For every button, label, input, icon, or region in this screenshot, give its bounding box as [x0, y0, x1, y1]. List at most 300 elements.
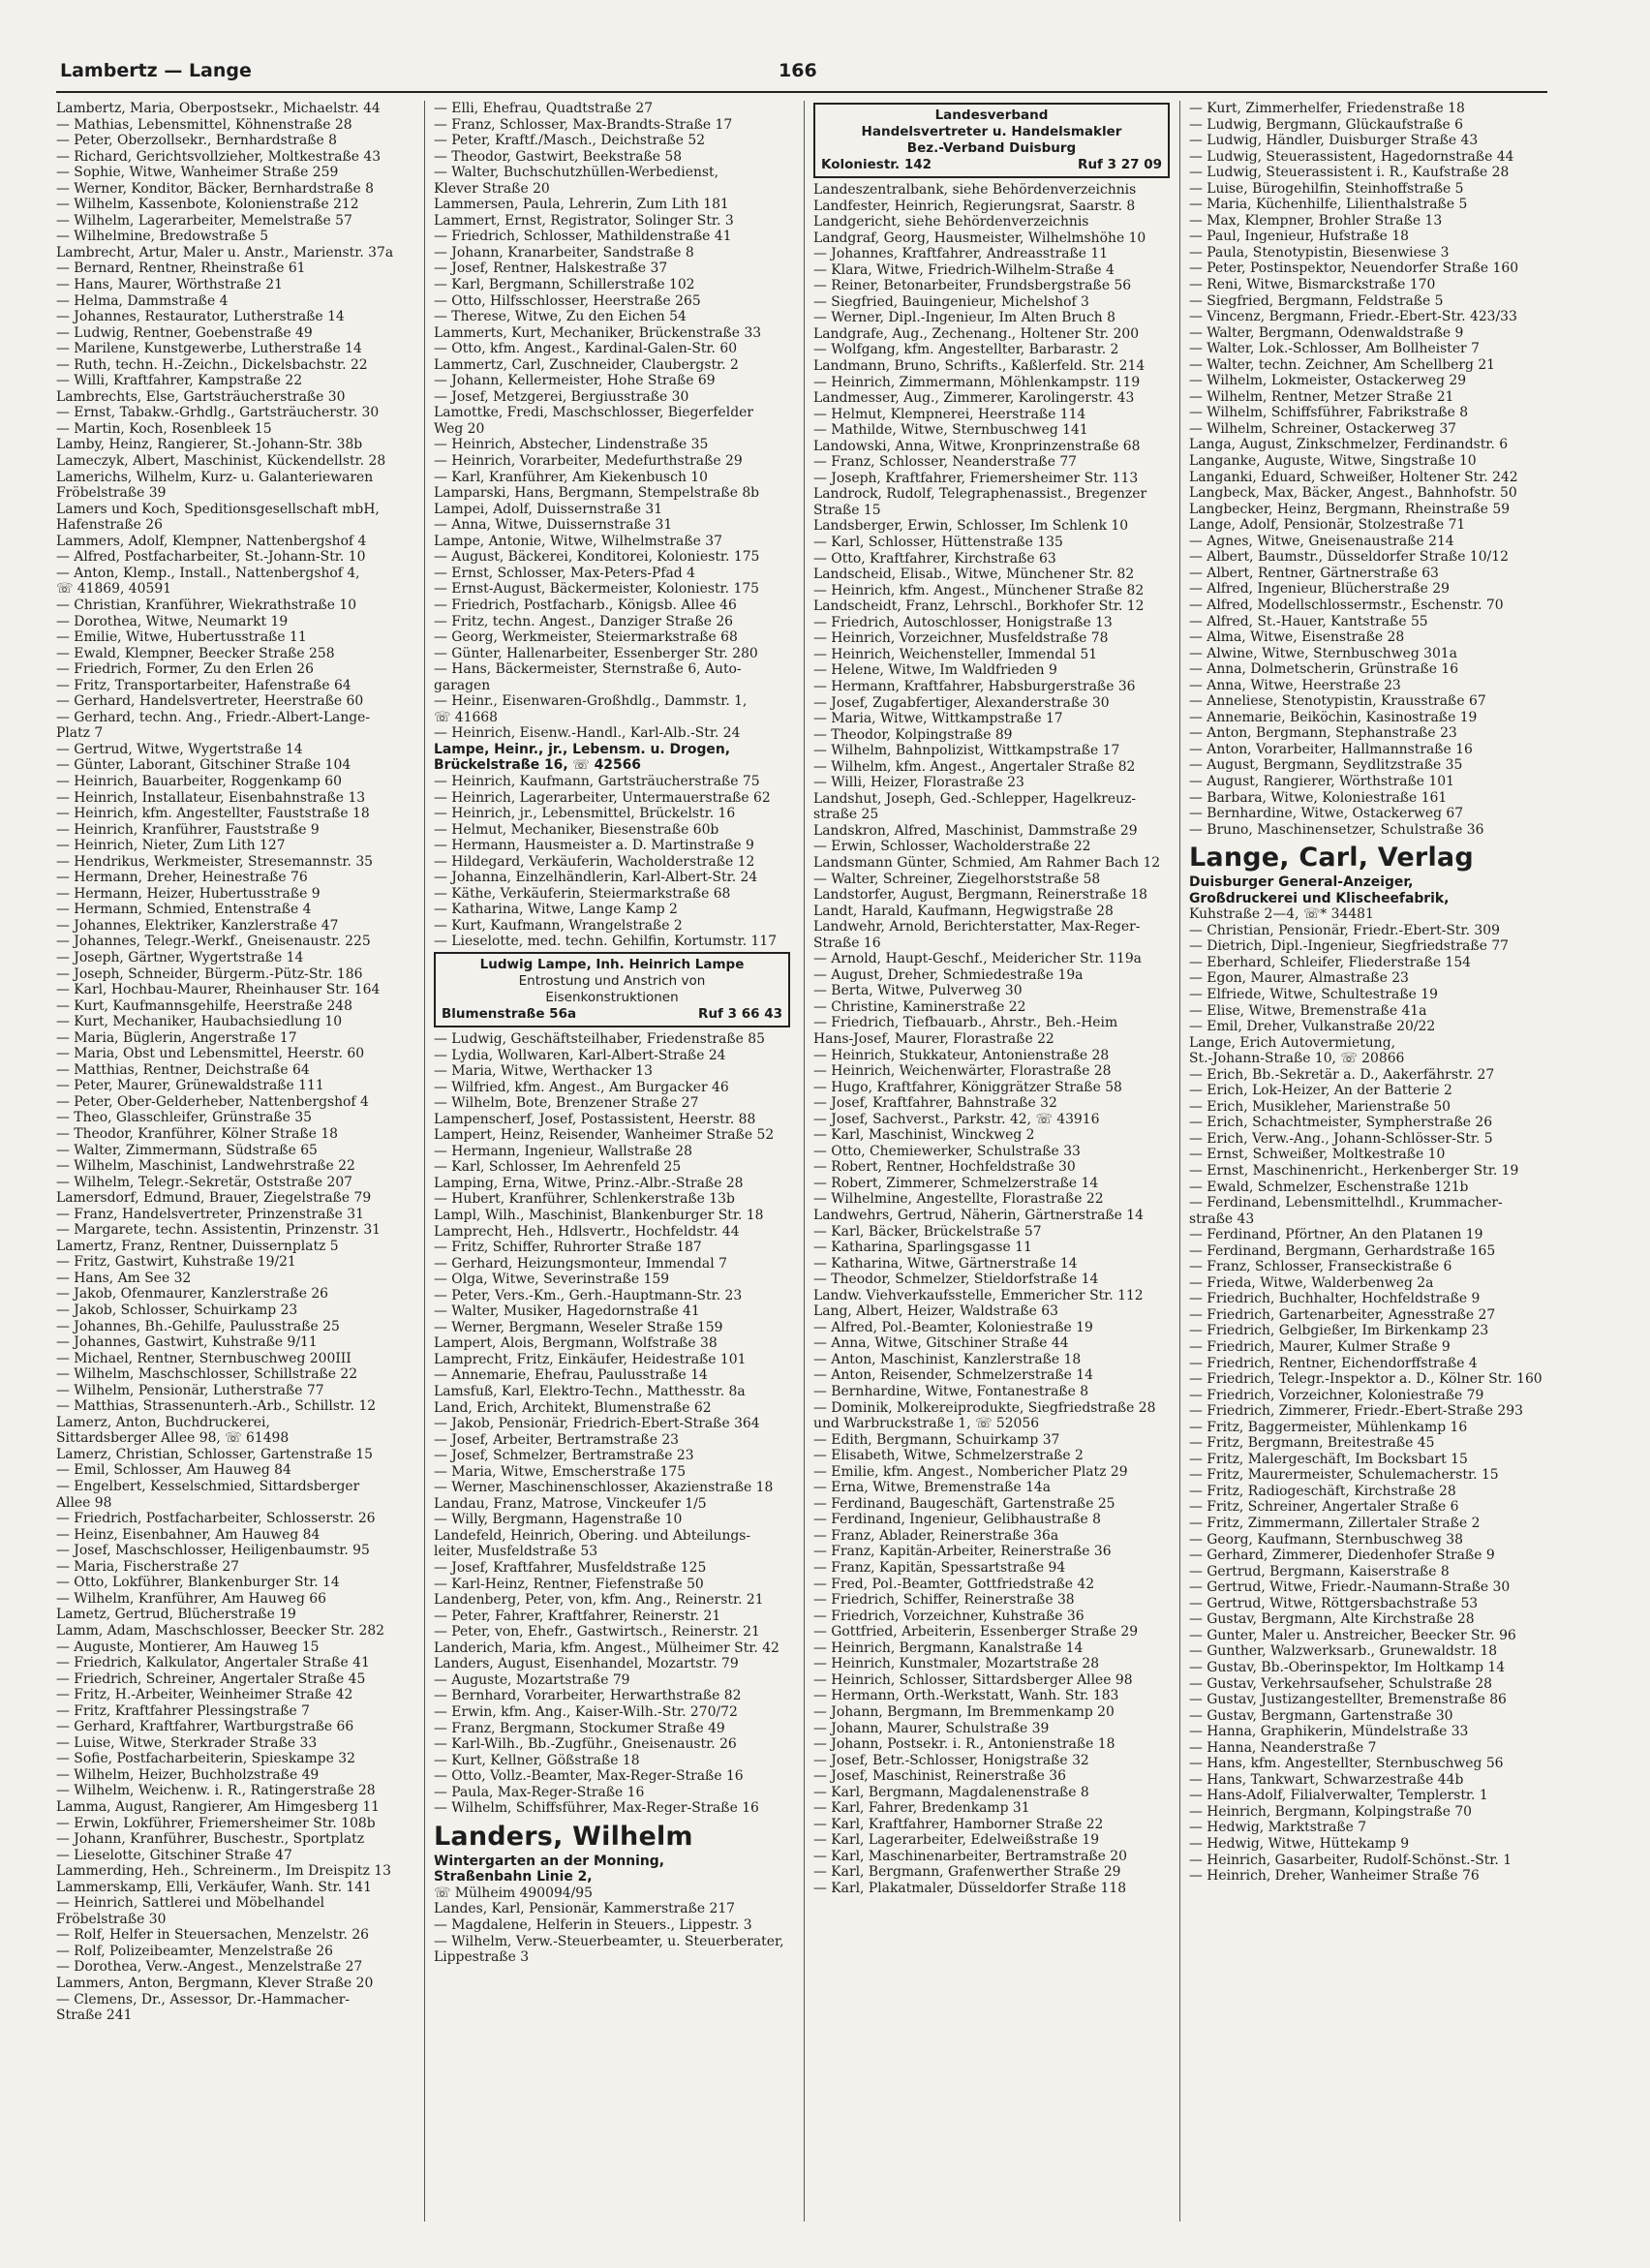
directory-entry: — Heinrich, kfm. Angestellter, Fauststraße 18: [56, 806, 370, 822]
directory-entry: — Heinrich, Vorzeichner, Musfeldstraße 78: [813, 630, 1109, 647]
directory-entry: — Wilhelm, Kassenbote, Kolonienstraße 212: [56, 197, 359, 213]
directory-entry: — Fritz, Zimmermann, Zillertaler Straße 2: [1189, 1516, 1481, 1532]
directory-entry: — Otto, Lokführer, Blankenburger Str. 14: [56, 1575, 340, 1591]
directory-entry: — Heinrich, Bauarbeiter, Roggenkamp 60: [56, 773, 342, 789]
directory-entry: Brückelstraße 16, ☏ 42566: [434, 757, 641, 774]
directory-entry: — Heinrich, Nieter, Zum Lith 127: [56, 838, 286, 854]
directory-entry: Landeszentralbank, siehe Behördenverzeichnis: [813, 182, 1137, 198]
directory-entry: — Heinrich, Bergmann, Kanalstraße 14: [813, 1640, 1084, 1656]
directory-entry: Lamprecht, Fritz, Einkäufer, Heidestraße 101: [434, 1351, 747, 1367]
directory-entry: — Fritz, Schiffer, Ruhrorter Straße 187: [434, 1240, 702, 1256]
directory-entry: — Heinrich, kfm. Angest., Münchener Straße 82: [813, 582, 1145, 598]
directory-entry: — Friedrich, Rentner, Eichendorffstraße 4: [1189, 1355, 1478, 1371]
directory-entry: — Wilhelm, Weichenw. i. R., Ratingerstraße 28: [56, 1783, 376, 1799]
directory-entry: — Erich, Schachtmeister, Sympherstraße 26: [1189, 1115, 1493, 1131]
directory-entry: — Magdalene, Helferin in Steuers., Lippestr. 3: [434, 1916, 752, 1933]
advert-line: Landesverband: [934, 107, 1049, 123]
directory-entry: Landskron, Alfred, Maschinist, Dammstraße 29: [813, 822, 1138, 839]
directory-entry: Lamma, August, Rangierer, Am Himgesberg 11: [56, 1798, 381, 1815]
directory-entry: — Theodor, Kolpingstraße 89: [813, 726, 1013, 743]
directory-entry: Lambrechts, Else, Gartsträucherstraße 30: [56, 388, 346, 405]
directory-entry: — Kurt, Mechaniker, Haubachsiedlung 10: [56, 1014, 343, 1030]
entry-list: [434, 774, 790, 950]
directory-entry: — Auguste, Mozartstraße 79: [434, 1671, 630, 1688]
directory-entry: Landgraf, Georg, Hausmeister, Wilhelmshöhe 10: [813, 230, 1146, 246]
directory-entry: — Johannes, Restaurator, Lutherstraße 14: [56, 309, 345, 325]
directory-entry: — Wilhelmine, Bredowstraße 5: [56, 229, 269, 245]
directory-entry: — Peter, Vers.-Km., Gerh.-Hauptmann-Str. 23: [434, 1287, 743, 1303]
entry-list: [1189, 101, 1545, 838]
column-divider: [1179, 101, 1180, 2222]
directory-entry: — Hermann, Schmied, Entenstraße 4: [56, 902, 312, 918]
directory-entry: — Alfred, Postfacharbeiter, St.-Johann-Str. 10: [56, 549, 366, 566]
advert-box-landesverband: [813, 103, 1170, 178]
advert-line: Ludwig Lampe, Inh. Heinrich Lampe: [479, 956, 745, 972]
directory-entry: — Heinrich, Gasarbeiter, Rudolf-Schönst.-Str. 1: [1189, 1852, 1512, 1868]
directory-entry: — Matthias, Strassenunterh.-Arb., Schillstr. 12: [56, 1398, 377, 1415]
directory-entry: — Emilie, Witwe, Hubertusstraße 11: [56, 629, 307, 646]
directory-entry: — Kurt, Zimmerhelfer, Friedenstraße 18: [1189, 101, 1465, 116]
directory-entry: Landwehrs, Gertrud, Näherin, Gärtnerstraße 14: [813, 1208, 1144, 1223]
directory-entry: — Richard, Gerichtsvollzieher, Moltkestraße 43: [56, 148, 382, 165]
directory-entry: — Wilhelm, Schiffsführer, Max-Reger-Straße 16: [434, 1800, 759, 1817]
directory-entry: — Heinrich, Installateur, Eisenbahnstraße 13: [56, 789, 366, 806]
directory-entry: — Ruth, techn. H.-Zeichn., Dickelsbachstr. 22: [56, 356, 368, 373]
directory-entry: Landrock, Rudolf, Telegraphenassist., Bregenzer: [813, 486, 1147, 503]
directory-entry: — Dietrich, Dipl.-Ingenieur, Siegfriedstraße 77: [1189, 938, 1510, 955]
directory-entry: — Heinr., Eisenwaren-Großhdlg., Dammstr. 1,: [434, 693, 748, 710]
directory-entry: — Gertrud, Witwe, Friedr.-Naumann-Straße 30: [1189, 1579, 1511, 1596]
directory-entry: — Anton, Vorarbeiter, Hallmannstraße 16: [1189, 741, 1473, 757]
directory-entry: Langbeck, Max, Bäcker, Angest., Bahnhofstr. 50: [1189, 485, 1517, 502]
directory-entry: — Franz, Kapitän-Arbeiter, Reinerstraße 36: [813, 1544, 1112, 1560]
directory-entry: — Helmut, Klempnerei, Heerstraße 114: [813, 406, 1086, 422]
advert-line: Eisenkonstruktionen: [545, 989, 679, 1005]
directory-entry: — Heinrich, Schlosser, Sittardsberger Allee 98: [813, 1671, 1133, 1688]
directory-entry: — Friedrich, Tiefbauarb., Ahrstr., Beh.-Heim: [813, 1015, 1118, 1031]
directory-entry: — Hermann, Ingenieur, Wallstraße 28: [434, 1143, 692, 1159]
directory-entry: — Hedwig, Witwe, Hüttekamp 9: [1189, 1835, 1410, 1852]
directory-entry: — Erich, Bb.-Sekretär a. D., Aakerfährstr. 27: [1189, 1066, 1495, 1083]
directory-entry: — Josef, Rentner, Halskestraße 37: [434, 261, 668, 277]
directory-entry: — Otto, Kraftfahrer, Kirchstraße 63: [813, 550, 1056, 567]
directory-entry: St.-Johann-Straße 10, ☏ 20866: [1189, 1051, 1405, 1067]
columns: [56, 101, 1547, 2231]
directory-entry: — Hans-Adolf, Filialverwalter, Templerstr. 1: [1189, 1788, 1488, 1804]
directory-entry: — Ferdinand, Baugeschäft, Gartenstraße 25: [813, 1495, 1115, 1512]
directory-entry: — Ludwig, Bergmann, Glückaufstraße 6: [1189, 116, 1463, 133]
directory-entry: — Hermann, Heizer, Hubertusstraße 9: [56, 885, 321, 902]
directory-entry: — Kurt, Kellner, Gößstraße 18: [434, 1752, 640, 1768]
directory-entry: — Emil, Dreher, Vulkanstraße 20/22: [1189, 1019, 1436, 1035]
directory-entry: Landsmann Günter, Schmied, Am Rahmer Bach 12: [813, 854, 1161, 871]
directory-entry: — Albert, Baumstr., Düsseldorfer Straße 10/12: [1189, 549, 1509, 566]
entry-list-bold: [434, 742, 790, 774]
directory-entry: — Gottfried, Arbeiterin, Essenberger Straße 29: [813, 1624, 1139, 1640]
directory-entry: — Anton, Reisender, Schmelzerstraße 14: [813, 1367, 1093, 1384]
directory-entry: Landscheidt, Franz, Lehrschl., Borkhofer Str. 12: [813, 598, 1145, 615]
directory-entry: — Arnold, Haupt-Geschf., Meidericher Str. 119a: [813, 951, 1142, 967]
directory-entry: — Karl, Kraftfahrer, Hamborner Straße 22: [813, 1816, 1104, 1832]
directory-entry: Straße 15: [813, 502, 881, 518]
advert-address: Blumenstraße 56a: [442, 1005, 577, 1022]
directory-entry: — Ernst, Schlosser, Max-Peters-Pfad 4: [434, 565, 695, 581]
directory-entry: — Fritz, Radiogeschäft, Kirchstraße 28: [1189, 1483, 1456, 1499]
directory-entry: — Kurt, Kaufmann, Wrangelstraße 2: [434, 917, 683, 934]
directory-entry: — Anna, Witwe, Heerstraße 23: [1189, 677, 1401, 693]
directory-entry: — Maria, Witwe, Werthacker 13: [434, 1063, 653, 1080]
directory-entry: — Friedrich, Zimmerer, Friedr.-Ebert-Straße 293: [1189, 1403, 1523, 1420]
directory-entry: — Anton, Bergmann, Stephanstraße 23: [1189, 725, 1457, 742]
directory-entry: — Georg, Werkmeister, Steiermarkstraße 68: [434, 629, 738, 646]
advert-line: Bez.-Verband Duisburg: [906, 140, 1077, 156]
directory-entry: — Wilhelmine, Angestellte, Florastraße 22: [813, 1191, 1104, 1208]
directory-entry: — Heinrich, Kaufmann, Gartsträucherstraße 75: [434, 773, 760, 789]
directory-entry: Lampe, Antonie, Witwe, Wilhelmstraße 37: [434, 533, 722, 549]
directory-entry: — Auguste, Montierer, Am Hauweg 15: [56, 1639, 320, 1655]
directory-entry: Landes, Karl, Pensionär, Kammerstraße 217: [434, 1901, 736, 1917]
column-3: [813, 101, 1170, 2231]
directory-entry: Platz 7: [56, 725, 104, 742]
advert-contact: Kuhstraße 2—4, ☏* 34481: [1189, 906, 1374, 923]
directory-entry: Langanke, Auguste, Witwe, Singstraße 10: [1189, 453, 1477, 470]
directory-entry: — Willy, Bergmann, Hagenstraße 10: [434, 1512, 683, 1528]
directory-entry: — Alfred, St.-Hauer, Kantstraße 55: [1189, 613, 1428, 629]
directory-entry: — Karl, Bäcker, Brückelstraße 57: [813, 1223, 1042, 1240]
directory-entry: — Friedrich, Telegr.-Inspektor a. D., Kölner Str. 160: [1189, 1371, 1543, 1388]
directory-entry: — Bernhardine, Witwe, Ostackerweg 67: [1189, 806, 1464, 822]
directory-entry: — Gunter, Maler u. Anstreicher, Beecker Str. 96: [1189, 1627, 1516, 1643]
directory-entry: — Annemarie, Beiköchin, Kasinostraße 19: [1189, 709, 1478, 725]
directory-entry: Lamertz, Franz, Rentner, Duissernplatz 5: [56, 1238, 339, 1254]
directory-entry: — Wolfgang, kfm. Angestellter, Barbarastr. 2: [813, 342, 1119, 358]
directory-entry: straße 43: [1189, 1211, 1255, 1227]
directory-entry: Lamerz, Anton, Buchdruckerei,: [56, 1414, 270, 1430]
directory-entry: — Wilhelm, Pensionär, Lutherstraße 77: [56, 1382, 324, 1398]
directory-entry: Landerich, Maria, kfm. Angest., Mülheimer Str. 42: [434, 1640, 779, 1656]
directory-entry: Lammert, Ernst, Registrator, Solinger Str. 3: [434, 212, 734, 229]
directory-entry: straße 25: [813, 807, 879, 823]
directory-entry: Lammersen, Paula, Lehrerin, Zum Lith 181: [434, 197, 729, 213]
directory-entry: — Fritz, Malergeschäft, Im Bocksbart 15: [1189, 1451, 1468, 1467]
directory-entry: — Werner, Bergmann, Weseler Straße 159: [434, 1319, 723, 1335]
directory-entry: — Otto, Vollz.-Beamter, Max-Reger-Straße 16: [434, 1768, 744, 1785]
directory-entry: — Franz, Kapitän, Spessartstraße 94: [813, 1560, 1066, 1577]
directory-entry: — Luise, Witwe, Sterkrader Straße 33: [56, 1734, 318, 1751]
column-divider: [804, 101, 805, 2222]
directory-entry: Land, Erich, Architekt, Blumenstraße 62: [434, 1399, 712, 1416]
column-2: [434, 101, 790, 2231]
directory-entry: — Josef, Sachverst., Parkstr. 42, ☏ 43916: [813, 1111, 1100, 1127]
directory-entry: — Engelbert, Kesselschmied, Sittardsberger: [56, 1479, 360, 1495]
directory-entry: — Barbara, Witwe, Koloniestraße 161: [1189, 789, 1448, 806]
directory-entry: Fröbelstraße 39: [56, 485, 167, 502]
directory-entry: — Heinrich, Kranführer, Fauststraße 9: [56, 821, 320, 838]
directory-entry: — Werner, Dipl.-Ingenieur, Im Alten Bruch 8: [813, 310, 1115, 326]
directory-entry: — Walter, Schreiner, Ziegelhorststraße 58: [813, 871, 1101, 887]
directory-entry: — Erwin, Schlosser, Wacholderstraße 22: [813, 839, 1091, 855]
directory-entry: — Ludwig, Geschäftsteilhaber, Friedenstraße 85: [434, 1030, 765, 1047]
directory-entry: — Johanna, Einzelhändlerin, Karl-Albert-Str. 24: [434, 870, 758, 886]
directory-entry: — Helmut, Mechaniker, Biesenstraße 60b: [434, 821, 719, 838]
directory-entry: Allee 98: [56, 1494, 112, 1511]
directory-entry: — Franz, Schlosser, Franseckistraße 6: [1189, 1259, 1452, 1275]
directory-entry: — August, Bergmann, Seydlitzstraße 35: [1189, 757, 1463, 774]
directory-entry: — Erich, Musikleher, Marienstraße 50: [1189, 1098, 1451, 1115]
directory-entry: — Theodor, Gastwirt, Beekstraße 58: [434, 148, 683, 165]
directory-entry: — Hermann, Hausmeister a. D. Martinstraße 9: [434, 838, 754, 854]
directory-entry: — Friedrich, Schiffer, Reinerstraße 38: [813, 1592, 1075, 1609]
directory-entry: — Karl, Fahrer, Bredenkamp 31: [813, 1800, 1030, 1817]
directory-entry: — Kurt, Kaufmannsgehilfe, Heerstraße 248: [56, 997, 352, 1014]
directory-entry: — Edith, Bergmann, Schuirkamp 37: [813, 1431, 1060, 1448]
directory-entry: — Heinrich, Kunstmaler, Mozartstraße 28: [813, 1656, 1100, 1672]
directory-entry: — Werner, Konditor, Bäcker, Bernhardstraße 8: [56, 180, 374, 197]
directory-entry: — Rolf, Polizeibeamter, Menzelstraße 26: [56, 1943, 333, 1959]
directory-entry: — Heinrich, Weichensteller, Immendal 51: [813, 646, 1098, 662]
column-divider: [424, 101, 425, 2222]
directory-entry: Lamottke, Fredi, Maschschlosser, Biegerfelder: [434, 405, 753, 421]
directory-entry: — Hugo, Kraftfahrer, Königgrätzer Straße 58: [813, 1079, 1122, 1095]
directory-entry: — Karl, Bergmann, Grafenwerther Straße 29: [813, 1864, 1121, 1881]
directory-entry: Lammertz, Carl, Zuschneider, Claubergstr. 2: [434, 356, 739, 373]
directory-entry: Landmann, Bruno, Schrifts., Kaßlerfeld. Str. 214: [813, 358, 1146, 375]
directory-entry: Lampert, Alois, Bergmann, Wolfstraße 38: [434, 1335, 718, 1352]
directory-entry: — Bernard, Rentner, Rheinstraße 61: [56, 261, 306, 277]
directory-entry: — Sofie, Postfacharbeiterin, Spieskampe 32: [56, 1751, 355, 1767]
directory-entry: — Anton, Klemp., Install., Nattenbergshof 4,: [56, 565, 360, 581]
directory-entry: Lang, Albert, Heizer, Waldstraße 63: [813, 1303, 1058, 1320]
directory-entry: Lamby, Heinz, Rangierer, St.-Johann-Str. 38b: [56, 437, 363, 453]
directory-entry: — Alfred, Pol.-Beamter, Koloniestraße 19: [813, 1319, 1093, 1335]
directory-entry: — Fritz, Transportarbeiter, Hafenstraße 64: [56, 677, 351, 693]
directory-entry: Hafenstraße 26: [56, 517, 163, 534]
directory-entry: — Hans, Tankwart, Schwarzestraße 44b: [1189, 1771, 1464, 1788]
directory-entry: — Peter, Oberzollsekr., Bernhardstraße 8: [56, 133, 337, 149]
directory-entry: — Karl, Maschinenarbeiter, Bertramstraße 20: [813, 1848, 1127, 1864]
directory-entry: — Wilhelm, Lokmeister, Ostackerweg 29: [1189, 373, 1467, 389]
directory-entry: — Heinrich, Eisenw.-Handl., Karl-Alb.-Str. 24: [434, 725, 741, 742]
advert-phone: Ruf 3 66 43: [698, 1005, 782, 1022]
directory-entry: Landfester, Heinrich, Regierungsrat, Saarstr. 8: [813, 198, 1136, 214]
directory-entry: — Ludwig, Rentner, Goebenstraße 49: [56, 324, 313, 341]
directory-entry: — Gerhard, Handelsvertreter, Heerstraße 60: [56, 693, 364, 710]
directory-entry: Lange, Erich Autovermietung,: [1189, 1034, 1396, 1051]
directory-entry: — Eberhard, Schleifer, Fliederstraße 154: [1189, 954, 1471, 970]
directory-entry: Lamsfuß, Karl, Elektro-Techn., Matthesstr. 8a: [434, 1384, 746, 1400]
directory-entry: Landsberger, Erwin, Schlosser, Im Schlenk 10: [813, 518, 1129, 535]
directory-entry: — Ferdinand, Bergmann, Gerhardstraße 165: [1189, 1242, 1496, 1259]
directory-entry: — Fritz, Schreiner, Angertaler Straße 6: [1189, 1499, 1459, 1516]
directory-entry: — Joseph, Gärtner, Wygertstraße 14: [56, 949, 304, 965]
directory-entry: Lampert, Heinz, Reisender, Wanheimer Straße 52: [434, 1127, 775, 1144]
directory-entry: — Heinrich, Stukkateur, Antonienstraße 28: [813, 1047, 1110, 1063]
directory-entry: — Agnes, Witwe, Gneisenaustraße 214: [1189, 533, 1454, 549]
directory-entry: — Hermann, Dreher, Heinestraße 76: [56, 870, 308, 886]
column-1: [56, 101, 412, 2231]
directory-entry: — Otto, Hilfsschlosser, Heerstraße 265: [434, 292, 701, 309]
directory-entry: — Clemens, Dr., Assessor, Dr.-Hammacher-: [56, 1991, 351, 2007]
directory-entry: — Wilhelm, Rentner, Metzer Straße 21: [1189, 388, 1454, 405]
directory-entry: Lamparski, Hans, Bergmann, Stempelstraße 8b: [434, 485, 760, 502]
directory-entry: Lammerskamp, Elli, Verkäufer, Wanh. Str. 141: [56, 1879, 372, 1895]
directory-entry: — Hans, Bäckermeister, Sternstraße 6, Auto-: [434, 661, 742, 678]
advert-phone: ☏ Mülheim 490094/95: [434, 1885, 593, 1901]
directory-entry: — Robert, Rentner, Hochfeldstraße 30: [813, 1159, 1076, 1176]
directory-entry: — Friedrich, Postfacharbeiter, Schlosserstr. 26: [56, 1511, 376, 1527]
directory-entry: — Jakob, Pensionär, Friedrich-Ebert-Straße 364: [434, 1416, 760, 1432]
directory-entry: — Katharina, Witwe, Lange Kamp 2: [434, 902, 678, 918]
directory-entry: — Wilhelm, Telegr.-Sekretär, Oststraße 207: [56, 1174, 352, 1190]
directory-entry: — Karl, Hochbau-Maurer, Rheinhauser Str. 164: [56, 982, 381, 998]
entry-list: [1189, 923, 1545, 1885]
page-number: 166: [779, 60, 817, 81]
advert-address: Koloniestr. 142: [821, 157, 932, 172]
directory-entry: — Hermann, Orth.-Werkstatt, Wanh. Str. 183: [813, 1688, 1119, 1704]
directory-entry: — Ernst, Tabakw.-Grhdlg., Gartsträucherstr. 30: [56, 405, 380, 421]
directory-entry: Landenberg, Peter, von, kfm. Ang., Reinerstr. 21: [434, 1592, 764, 1609]
directory-entry: Lampl, Wilh., Maschinist, Blankenburger Str. 18: [434, 1208, 764, 1223]
directory-entry: — Karl-Heinz, Rentner, Fiefenstraße 50: [434, 1576, 704, 1592]
directory-entry: — Karl, Bergmann, Magdalenenstraße 8: [813, 1784, 1089, 1800]
directory-entry: — Elise, Witwe, Bremenstraße 41a: [1189, 1002, 1427, 1019]
directory-entry: — Alfred, Modellschlossermstr., Eschenstr. 70: [1189, 597, 1504, 613]
directory-entry: — Johannes, Telegr.-Werkf., Gneisenaustr. 225: [56, 934, 371, 950]
directory-entry: — Friedrich, Autoschlosser, Honigstraße 13: [813, 614, 1113, 630]
directory-entry: — Johann, Kellermeister, Hohe Straße 69: [434, 373, 716, 389]
directory-entry: — Wilhelm, Verw.-Steuerbeamter, u. Steuerberater,: [434, 1933, 784, 1949]
directory-entry: — Friedrich, Former, Zu den Erlen 26: [56, 661, 314, 678]
directory-entry: — Erna, Witwe, Bremenstraße 14a: [813, 1480, 1052, 1496]
directory-entry: — Ernst, Maschinenricht., Herkenberger Str. 19: [1189, 1163, 1519, 1179]
directory-entry: — Erich, Verw.-Ang., Johann-Schlösser-Str. 5: [1189, 1130, 1493, 1147]
directory-entry: — Hans, Am See 32: [56, 1270, 192, 1286]
directory-entry: — Ewald, Klempner, Beecker Straße 258: [56, 645, 335, 661]
directory-entry: — Franz, Handelsvertreter, Prinzenstraße 31: [56, 1206, 364, 1222]
directory-entry: — Fritz, techn. Angest., Danziger Straße 26: [434, 613, 734, 629]
directory-entry: — Johann, Maurer, Schulstraße 39: [813, 1720, 1050, 1736]
directory-entry: — Lieselotte, med. techn. Gehilfin, Kortumstr. 117: [434, 934, 778, 950]
directory-entry: — Elisabeth, Witwe, Schmelzerstraße 2: [813, 1448, 1084, 1464]
directory-entry: — Elli, Ehefrau, Quadtstraße 27: [434, 101, 654, 116]
directory-entry: — Walter, Bergmann, Odenwaldstraße 9: [1189, 324, 1464, 341]
directory-entry: Lambertz, Maria, Oberpostsekr., Michaelstr. 44: [56, 101, 381, 116]
directory-entry: — Walter, Musiker, Hagedornstraße 41: [434, 1303, 700, 1320]
directory-entry: — Ferdinand, Pförtner, An den Platanen 19: [1189, 1227, 1483, 1243]
directory-entry: — Fritz, Baggermeister, Mühlenkamp 16: [1189, 1419, 1468, 1435]
directory-entry: — Johann, Postsekr. i. R., Antonienstraße 18: [813, 1736, 1115, 1753]
advert-contact: [442, 1006, 782, 1023]
directory-entry: Fröbelstraße 30: [56, 1911, 167, 1927]
directory-entry: Langbecker, Heinz, Bergmann, Rheinstraße 59: [1189, 501, 1511, 517]
directory-entry: — Fritz, Bergmann, Breitestraße 45: [1189, 1435, 1435, 1452]
directory-entry: — Karl, Lagerarbeiter, Edelweißstraße 19: [813, 1832, 1100, 1849]
directory-entry: — Wilhelm, kfm. Angest., Angertaler Straße 82: [813, 758, 1136, 775]
directory-entry: Lampe, Heinr., jr., Lebensm. u. Drogen,: [434, 741, 730, 757]
directory-entry: — Gerhard, Zimmerer, Diedenhofer Straße 9: [1189, 1548, 1495, 1564]
directory-entry: — Willi, Heizer, Florastraße 23: [813, 775, 1024, 791]
advert-line: Wintergarten an der Monning,: [434, 1853, 664, 1869]
directory-entry: ☏ 41668: [434, 709, 498, 725]
directory-entry: Hans-Josef, Maurer, Florastraße 22: [813, 1030, 1054, 1047]
directory-entry: — Paula, Stenotypistin, Biesenwiese 3: [1189, 244, 1450, 261]
directory-entry: — Georg, Kaufmann, Sternbuschweg 38: [1189, 1531, 1463, 1548]
directory-entry: — Katharina, Witwe, Gärtnerstraße 14: [813, 1255, 1078, 1272]
directory-entry: Lambrecht, Artur, Maler u. Anstr., Marienstr. 37a: [56, 244, 394, 261]
directory-entry: Straße 16: [813, 935, 881, 951]
directory-entry: — Theo, Glasschleifer, Grünstraße 35: [56, 1110, 312, 1126]
directory-entry: — Jakob, Schlosser, Schuirkamp 23: [56, 1303, 298, 1319]
directory-entry: Lameczyk, Albert, Maschinist, Kückendellstr. 28: [56, 453, 386, 470]
directory-entry: — Johann, Kranführer, Buschestr., Sportplatz: [56, 1831, 365, 1848]
entry-list: [813, 182, 1170, 1897]
directory-entry: — Ernst-August, Bäckermeister, Koloniestr. 175: [434, 581, 759, 598]
directory-entry: Langa, August, Zinkschmelzer, Ferdinandstr. 6: [1189, 437, 1509, 453]
directory-entry: Klever Straße 20: [434, 180, 550, 197]
directory-entry: Lamprecht, Heh., Hdlsvertr., Hochfeldstr. 44: [434, 1223, 740, 1240]
directory-entry: — Johannes, Bh.-Gehilfe, Paulusstraße 25: [56, 1318, 340, 1334]
directory-entry: — Friedrich, Gelbgießer, Im Birkenkamp 23: [1189, 1323, 1489, 1339]
directory-entry: — Ludwig, Steuerassistent i. R., Kaufstraße 28: [1189, 165, 1510, 181]
directory-entry: — Friedrich, Kalkulator, Angertaler Straße 41: [56, 1655, 370, 1671]
directory-entry: Lippestraße 3: [434, 1949, 530, 1966]
directory-entry: — Theodor, Schmelzer, Stieldorfstraße 14: [813, 1272, 1099, 1288]
directory-entry: — Hanna, Neanderstraße 7: [1189, 1739, 1377, 1756]
directory-entry: — Johann, Kranarbeiter, Sandstraße 8: [434, 244, 694, 261]
directory-entry: — Friedrich, Postfacharb., Königsb. Allee 46: [434, 597, 737, 613]
directory-entry: — Friedrich, Buchhalter, Hochfeldstraße 9: [1189, 1291, 1481, 1307]
directory-entry: — Lydia, Wollwaren, Karl-Albert-Straße 24: [434, 1047, 726, 1063]
directory-entry: — Ernst, Schweißer, Moltkestraße 10: [1189, 1147, 1446, 1163]
advert-line: Handelsvertreter u. Handelsmakler: [861, 124, 1122, 139]
directory-entry: — Ewald, Schmelzer, Eschenstraße 121b: [1189, 1179, 1469, 1195]
directory-entry: — Paul, Ingenieur, Hufstraße 18: [1189, 229, 1409, 245]
directory-entry: — Therese, Witwe, Zu den Eichen 54: [434, 309, 687, 325]
directory-entry: — Hubert, Kranführer, Schlenkerstraße 13b: [434, 1191, 735, 1208]
directory-entry: Lange, Adolf, Pensionär, Stolzestraße 71: [1189, 517, 1466, 534]
directory-entry: — Maria, Obst und Lebensmittel, Heerstr. 60: [56, 1046, 365, 1062]
directory-entry: — Ferdinand, Ingenieur, Gelibhaustraße 8: [813, 1512, 1101, 1528]
directory-entry: — Friedrich, Schlosser, Mathildenstraße 41: [434, 229, 732, 245]
directory-entry: — Klara, Witwe, Friedrich-Wilhelm-Straße 4: [813, 261, 1115, 278]
directory-entry: — Ludwig, Steuerassistent, Hagedornstraße 44: [1189, 148, 1514, 165]
directory-entry: — Hanna, Graphikerin, Mündelstraße 33: [1189, 1724, 1469, 1740]
directory-entry: Landscheid, Elisab., Witwe, Münchener Str. 82: [813, 567, 1135, 583]
directory-entry: — Erich, Lok-Heizer, An der Batterie 2: [1189, 1083, 1452, 1099]
directory-entry: Lamers und Koch, Speditionsgesellschaft mbH,: [56, 501, 380, 517]
directory-entry: — Helene, Witwe, Im Waldfrieden 9: [813, 662, 1057, 679]
advert-line: Entrostung und Anstrich von: [518, 972, 706, 989]
directory-entry: — Franz, Schlosser, Neanderstraße 77: [813, 454, 1078, 471]
directory-entry: — Christian, Kranführer, Wiekrathstraße 10: [56, 597, 357, 613]
directory-entry: — Karl, Kranführer, Am Kiekenbusch 10: [434, 469, 708, 485]
directory-entry: — Karl, Schlosser, Im Aehrenfeld 25: [434, 1159, 682, 1176]
directory-entry: — Gustav, Verkehrsaufseher, Schulstraße 28: [1189, 1675, 1493, 1692]
directory-entry: Langanki, Eduard, Schweißer, Holtener Str. 242: [1189, 469, 1518, 485]
directory-entry: — Elfriede, Witwe, Schultestraße 19: [1189, 986, 1438, 1002]
directory-entry: — Friedrich, Schreiner, Angertaler Straße 45: [56, 1670, 366, 1687]
directory-entry: — Christian, Pensionär, Friedr.-Ebert-Str. 309: [1189, 922, 1500, 938]
directory-entry: — Karl-Wilh., Bb.-Zugführ., Gneisenaustr. 26: [434, 1736, 737, 1753]
directory-entry: — August, Bäckerei, Konditorei, Koloniestr. 175: [434, 549, 760, 566]
directory-entry: — Wilhelm, Schreiner, Ostackerweg 37: [1189, 420, 1457, 437]
directory-entry: — Gerhard, Kraftfahrer, Wartburgstraße 66: [56, 1719, 354, 1735]
directory-entry: — Jakob, Ofenmaurer, Kanzlerstraße 26: [56, 1286, 329, 1303]
directory-entry: — Johannes, Kraftfahrer, Andreasstraße 11: [813, 246, 1109, 262]
directory-entry: — August, Rangierer, Wörthstraße 101: [1189, 773, 1454, 789]
directory-entry: — Katharina, Sparlingsgasse 11: [813, 1240, 1032, 1256]
directory-entry: — Fritz, Kraftfahrer Plessingstraße 7: [56, 1702, 310, 1719]
